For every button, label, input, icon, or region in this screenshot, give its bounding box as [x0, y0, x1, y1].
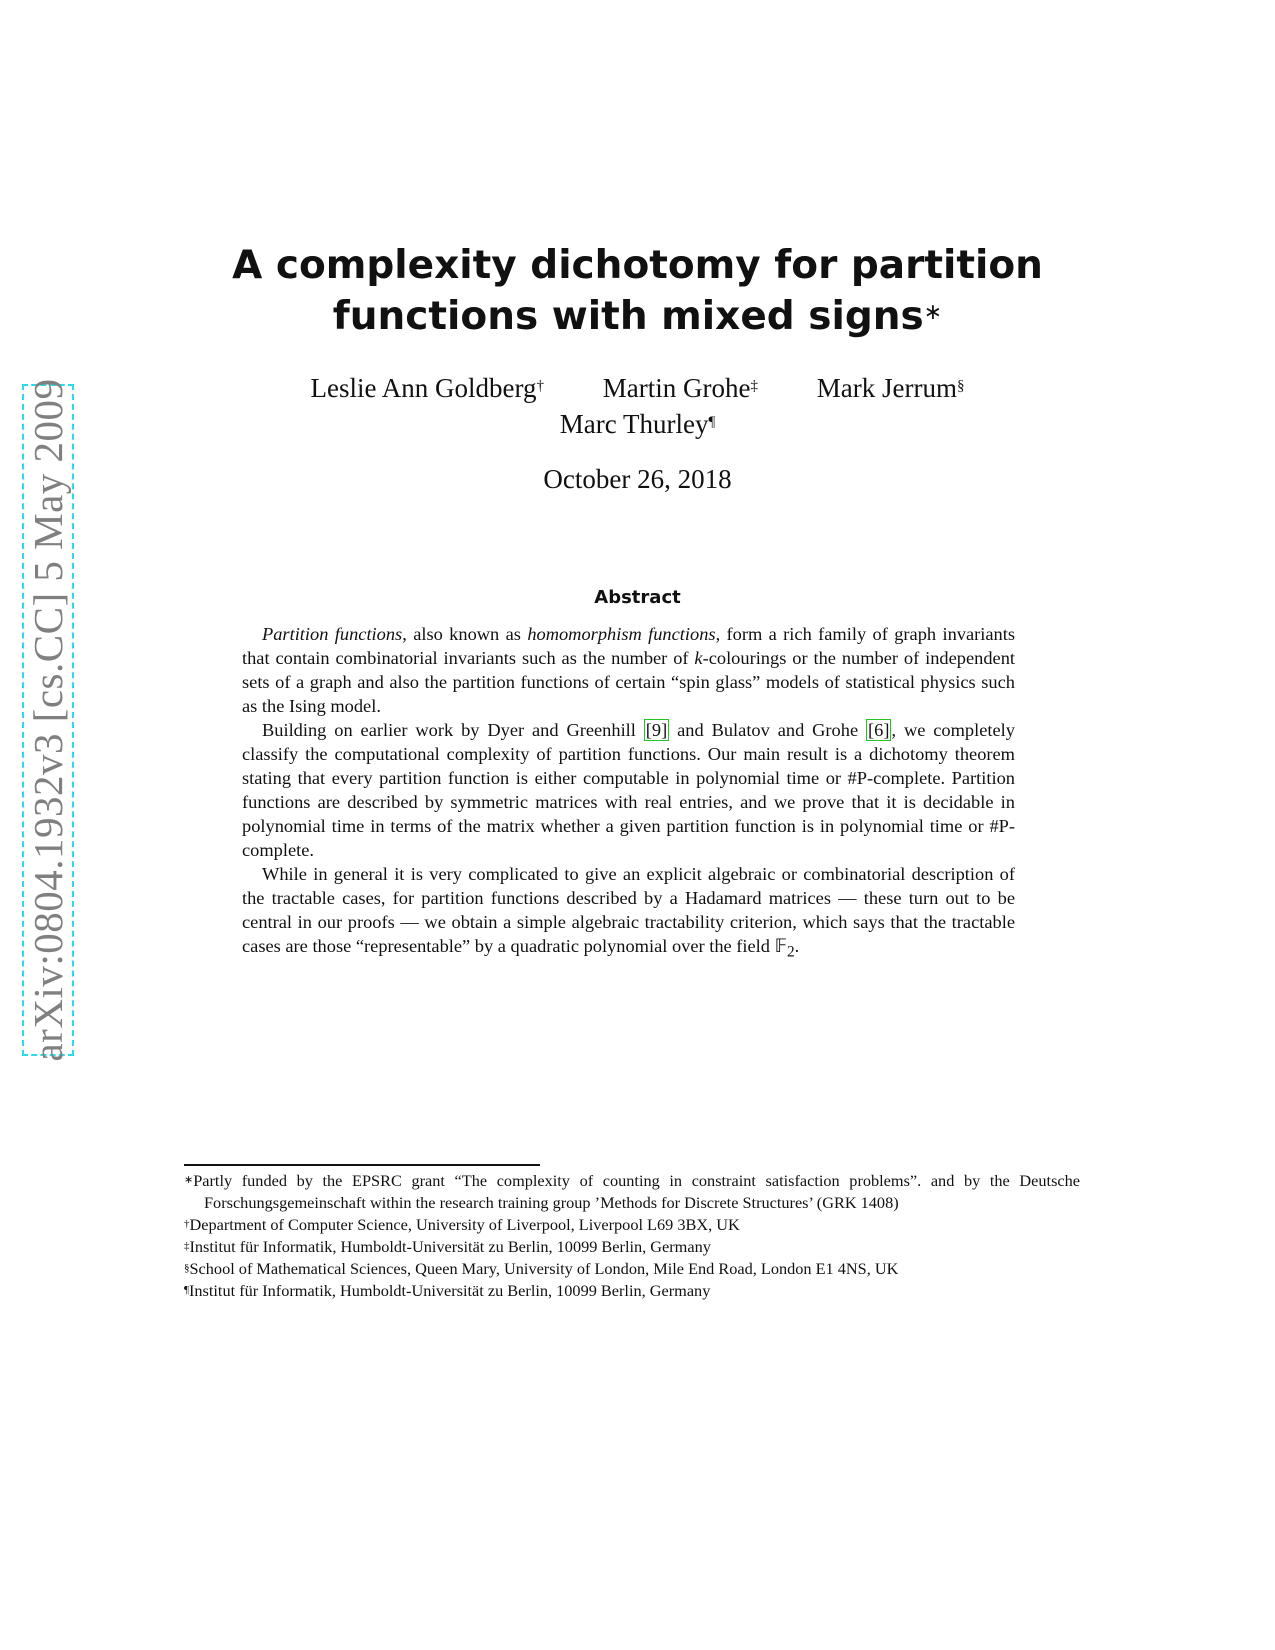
author: Martin Grohe‡	[602, 373, 758, 403]
footnote-rule	[184, 1164, 540, 1166]
title-line-2: functions with mixed signs	[332, 294, 924, 339]
author-footnote-mark[interactable]: §	[956, 378, 965, 394]
abstract-paragraph: Building on earlier work by Dyer and Greenhill [9] and Bulatov and Grohe [6] , we completely classify the computational complexity of partition functions. Our main result is a dichotomy theorem stating that every partition function is either computable in polynomial time or #P-complete. Partition functions are described by symmetric matrices with real entries, and we prove that it is decidable in polynomial time in terms of the matrix whether a given partition function is in polynomial time or #P-complete.	[242, 720, 1015, 860]
author-footnote-mark[interactable]: ‡	[750, 378, 758, 394]
author-footnote-mark[interactable]: †	[536, 378, 545, 394]
abstract-body	[242, 622, 1015, 965]
author-row-1	[150, 370, 1125, 406]
title-footnote-mark[interactable]: ∗	[923, 300, 943, 325]
author: Mark Jerrum§	[816, 373, 965, 403]
field-symbol: 𝔽	[774, 936, 787, 956]
footnotes	[184, 1170, 1080, 1302]
author: Marc Thurley¶	[559, 409, 716, 439]
footnote: ¶Institut für Informatik, Humboldt-Universität zu Berlin, 10099 Berlin, Germany	[184, 1281, 711, 1300]
footnote: †Department of Computer Science, University of Liverpool, Liverpool L69 3BX, UK	[184, 1215, 740, 1234]
paper-date: October 26, 2018	[543, 464, 732, 494]
footnote: ‡Institut für Informatik, Humboldt-Universität zu Berlin, 10099 Berlin, Germany	[184, 1237, 711, 1256]
title-line-1: A complexity dichotomy for partition	[232, 243, 1043, 288]
author-list	[150, 370, 1125, 442]
abstract-paragraph: While in general it is very complicated to give an explicit algebraic or combinatorial description of the tractable cases, for partition functions described by a Hadamard matrices — these turn out to be central in our proofs — we obtain a simple algebraic tractability criterion, which says that the tractable cases are those “representable” by a quadratic polynomial over the field 𝔽$_2$.	[242, 864, 1015, 961]
arxiv-stamp-text: arXiv:0804.1932v3 [cs.CC] 5 May 2009	[25, 378, 71, 1062]
author-row-2	[150, 406, 1125, 442]
author-footnote-mark[interactable]: ¶	[708, 414, 716, 430]
paper-title	[150, 240, 1125, 342]
arxiv-stamp-link[interactable]	[22, 378, 74, 1062]
author: Leslie Ann Goldberg†	[310, 373, 545, 403]
abstract-paragraph: Partition functions, also known as homomorphism functions, form a rich family of graph invariants that contain combinatorial invariants such as the number of k-colourings or the number of independent sets of a graph and also the partition functions of certain “spin glass” models of statistical physics such as the Ising model.	[242, 624, 1015, 716]
citation-link[interactable]: [6]	[868, 720, 890, 740]
footnote: §School of Mathematical Sciences, Queen Mary, University of London, Mile End Road, London E1 4NS, UK	[184, 1259, 899, 1278]
citation-link[interactable]: [9]	[645, 720, 668, 740]
abstract-heading: Abstract	[594, 587, 681, 608]
footnote: ∗Partly funded by the EPSRC grant “The complexity of counting in constraint satisfaction problems”. and by the Deutsche Forschungsgemeinschaft within the research training group ’Methods for Discrete Structures’ (GRK 1408)	[184, 1171, 1080, 1212]
